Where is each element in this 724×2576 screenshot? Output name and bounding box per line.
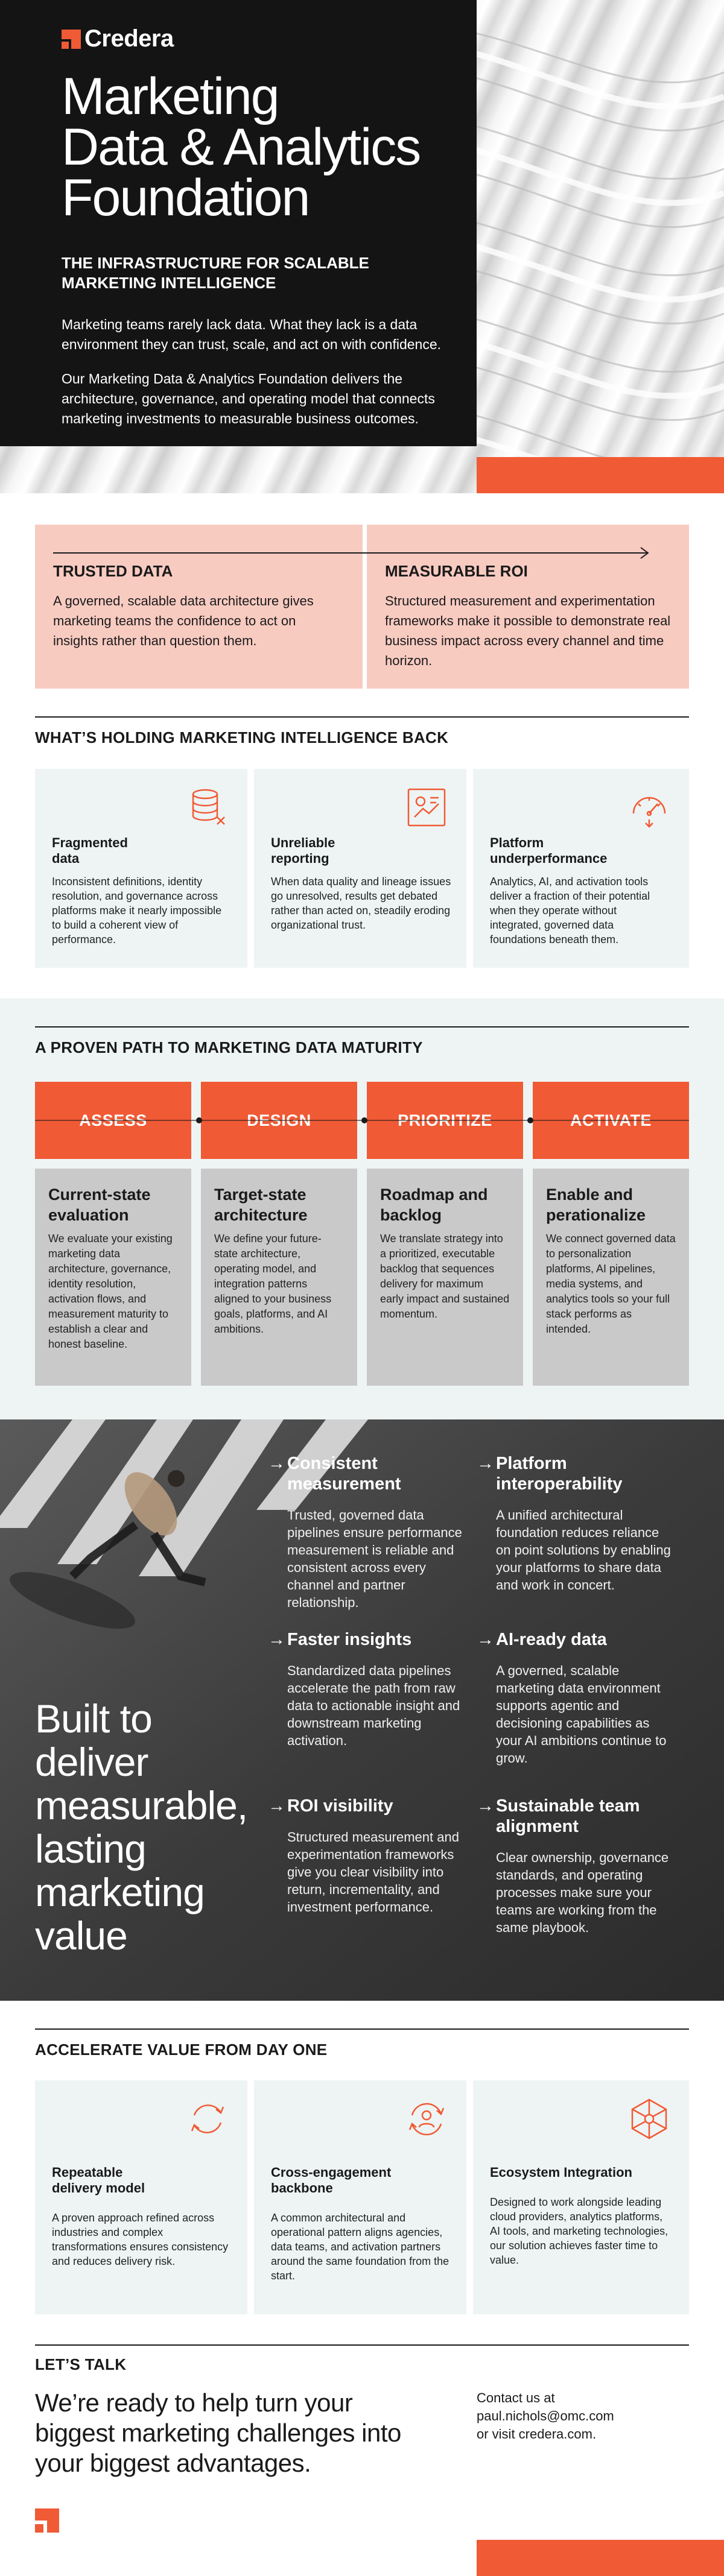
step-card: [201, 1169, 357, 1386]
pillar-text: A governed, scalable data architecture gives marketing teams the confidence to act on insights rather than question them.: [53, 593, 314, 648]
card-title-line: backbone: [271, 2180, 333, 2196]
hero-title-line: Foundation: [62, 169, 310, 227]
card-title-line: Ecosystem Integration: [490, 2165, 632, 2180]
step-text: We evaluate your existing marketing data architecture, governance, identity resolution, activation flows, and measurement maturity to establish a clear and honest baseline.: [48, 1233, 173, 1350]
arrow-right-icon: →: [477, 1454, 494, 1473]
card-text: When data quality and lineage issues go unresolved, results get debated rather than acted on, steadily eroding organizational trust.: [271, 876, 451, 931]
card-title-line: data: [52, 851, 80, 866]
section-heading-accelerate: ACCELERATE VALUE FROM DAY ONE: [35, 2041, 328, 2059]
section-heading-lets-talk: LET’S TALK: [35, 2355, 127, 2373]
accelerate-card-cross-engagement: [254, 2080, 466, 2314]
cta-contact: [477, 2389, 676, 2443]
value-item-title-text: ROI visibility: [287, 1796, 393, 1816]
value-item-text: Standardized data pipelines accelerate the path from raw data to actionable insight and downstream marketing activation.: [287, 1663, 460, 1748]
value-title: Built to deliver measurable, lasting marketing value: [35, 1696, 248, 1958]
step-title: Roadmap and backlog: [380, 1185, 488, 1224]
challenge-card-unreliable-reporting: [254, 769, 466, 968]
credera-logo-text: Credera: [84, 25, 174, 52]
credera-logo-icon: [35, 2508, 59, 2533]
arrow-right-icon: →: [268, 1454, 285, 1473]
value-item-title: [477, 1453, 676, 1494]
section-divider: [35, 1026, 689, 1028]
arrow-right-icon: →: [477, 1796, 494, 1816]
value-item-text: Trusted, governed data pipelines ensure performance measurement is reliable and consistent across every channel and partner relationship.: [287, 1507, 462, 1610]
value-item-title: [268, 1629, 467, 1650]
pillar-title: TRUSTED DATA: [53, 562, 173, 580]
card-title-line: Fragmented: [52, 835, 128, 850]
person-cycle-icon: [405, 2097, 448, 2141]
accelerate-card-ecosystem-integration: [473, 2080, 689, 2314]
card-text: A common architectural and operational pattern aligns agencies, data teams, and activation partners around the same foundation from the start.: [271, 2212, 449, 2282]
contact-website-link[interactable]: or visit credera.com.: [477, 2426, 597, 2442]
step-card: [367, 1169, 523, 1386]
hero-title-line: Marketing: [62, 68, 279, 125]
step-assess: ASSESS: [35, 1082, 191, 1159]
step-title: Enable and perationalize: [546, 1185, 646, 1224]
credera-logo-icon: [62, 30, 81, 49]
value-item-text: Structured measurement and experimentation frameworks give you clear visibility into return, incrementality, and investment performance.: [287, 1829, 459, 1915]
card-title: [490, 835, 607, 867]
credera-logo: [62, 25, 174, 52]
report-image-icon: [405, 786, 448, 829]
value-item-title: [477, 1629, 676, 1650]
value-item-title-text: Platform interoperability: [496, 1454, 623, 1494]
card-title-line: Cross-engagement: [271, 2165, 392, 2180]
step-text: We define your future-state architecture, operating model, and integration patterns aligned to your business goals, platforms, and AI ambitions.: [214, 1233, 332, 1335]
card-text: A proven approach refined across industries and complex transformations ensures consistency and reduces delivery risk.: [52, 2212, 229, 2267]
challenge-card-fragmented-data: [35, 769, 247, 968]
section-divider: [35, 2344, 689, 2346]
section-heading-challenges: WHAT’S HOLDING MARKETING INTELLIGENCE BACK: [35, 728, 449, 747]
hero-dark-panel: [0, 0, 477, 446]
step-card: [533, 1169, 689, 1386]
card-title-line: Unreliable: [271, 835, 335, 850]
hero-section: [0, 0, 724, 493]
step-prioritize: PRIORITIZE: [367, 1082, 523, 1159]
value-item-title: [477, 1796, 676, 1837]
value-item: [268, 1453, 467, 1611]
pillar-title: MEASURABLE ROI: [385, 562, 528, 580]
value-item-title-text: AI-ready data: [496, 1630, 607, 1649]
card-title-line: underperformance: [490, 851, 608, 866]
step-design: DESIGN: [201, 1082, 357, 1159]
value-item: [268, 1629, 467, 1749]
card-text: Analytics, AI, and activation tools deliver a fraction of their potential when they operate without integrated, governed data foundations beneath them.: [490, 876, 650, 945]
card-title-line: delivery model: [52, 2180, 145, 2196]
pillar-arrow-icon: [53, 546, 652, 560]
arrow-right-icon: →: [268, 1796, 285, 1816]
cycle-arrows-icon: [186, 2097, 229, 2141]
section-heading-path: A PROVEN PATH TO MARKETING DATA MATURITY: [35, 1038, 423, 1056]
contact-line: Contact us at: [477, 2390, 555, 2405]
card-title: [271, 2165, 391, 2196]
step-activate: ACTIVATE: [533, 1082, 689, 1159]
value-item: [477, 1629, 676, 1767]
step-text: We connect governed data to personalization platforms, AI pipelines, media systems, and analytics tools so your full stack performs as intended.: [546, 1233, 676, 1335]
contact-email-link[interactable]: paul.nichols@omc.com: [477, 2408, 614, 2423]
hero-title: [62, 68, 472, 227]
step-title: Current-state evaluation: [48, 1185, 151, 1224]
challenge-card-platform-underperformance: [473, 769, 689, 968]
step-card: [35, 1169, 191, 1386]
database-x-icon: [186, 786, 229, 829]
value-item-title-text: Sustainable team alignment: [496, 1796, 640, 1836]
arrow-right-icon: →: [268, 1630, 285, 1649]
card-title: [490, 2165, 632, 2180]
cta-title: We’re ready to help turn your biggest marketing challenges into your biggest advantages.: [35, 2388, 401, 2477]
card-title: [52, 2165, 145, 2196]
accelerate-card-repeatable-delivery: [35, 2080, 247, 2314]
card-title-line: Platform: [490, 835, 544, 850]
value-item-text: Clear ownership, governance standards, and operating processes make sure your teams are working from the same playbook.: [496, 1850, 669, 1935]
value-item-title: [268, 1453, 467, 1494]
pillar-text: Structured measurement and experimentation frameworks make it possible to demonstrate real business impact across every channel and time horizon.: [385, 593, 671, 668]
value-item: [477, 1796, 676, 1936]
card-title: [271, 835, 335, 867]
value-section: [0, 1419, 724, 2001]
value-item: [268, 1796, 467, 1916]
hero-subtitle: THE INFRASTRUCTURE FOR SCALABLE MARKETING INTELLIGENCE: [62, 254, 369, 292]
step-title: Target-state architecture: [214, 1185, 308, 1224]
section-divider: [35, 716, 689, 718]
card-title: [52, 835, 128, 867]
hero-accent-bar: [477, 457, 724, 493]
arrow-right-icon: →: [477, 1630, 494, 1649]
card-title-line: Repeatable: [52, 2165, 123, 2180]
hero-title-line: Data & Analytics: [62, 118, 421, 176]
hero-paragraph: Our Marketing Data & Analytics Foundation delivers the architecture, governance, and operating model that connects marketing investments to measurable business outcomes.: [62, 371, 435, 426]
step-text: We translate strategy into a prioritized, executable backlog that sequences delivery for maximum early impact and sustained momentum.: [380, 1233, 510, 1320]
card-text: Designed to work alongside leading cloud providers, analytics platforms, AI tools, and marketing technologies, our solution achieves faster time to value.: [490, 2196, 668, 2266]
section-divider: [35, 2028, 689, 2030]
value-item-text: A unified architectural foundation reduces reliance on point solutions by enabling your platforms to share data and work in concert.: [496, 1507, 671, 1593]
value-item-text: A governed, scalable marketing data environment supports agentic and decisioning capabilities as your AI ambitions continue to grow.: [496, 1663, 667, 1766]
value-item: [477, 1453, 676, 1594]
hero-paragraph: Marketing teams rarely lack data. What they lack is a data environment they can trust, scale, and act on with confidence.: [62, 317, 442, 352]
value-item-title-text: Faster insights: [287, 1630, 412, 1649]
hexagon-network-icon: [627, 2097, 671, 2141]
card-title-line: reporting: [271, 851, 329, 866]
card-text: Inconsistent definitions, identity resolution, and governance across platforms make it nearly impossible to build a coherent view of performance.: [52, 876, 222, 945]
value-item-title-text: Consistent measurement: [287, 1454, 401, 1494]
gauge-down-icon: [627, 786, 671, 829]
footer-accent-bar: [477, 2540, 724, 2576]
value-item-title: [268, 1796, 467, 1816]
